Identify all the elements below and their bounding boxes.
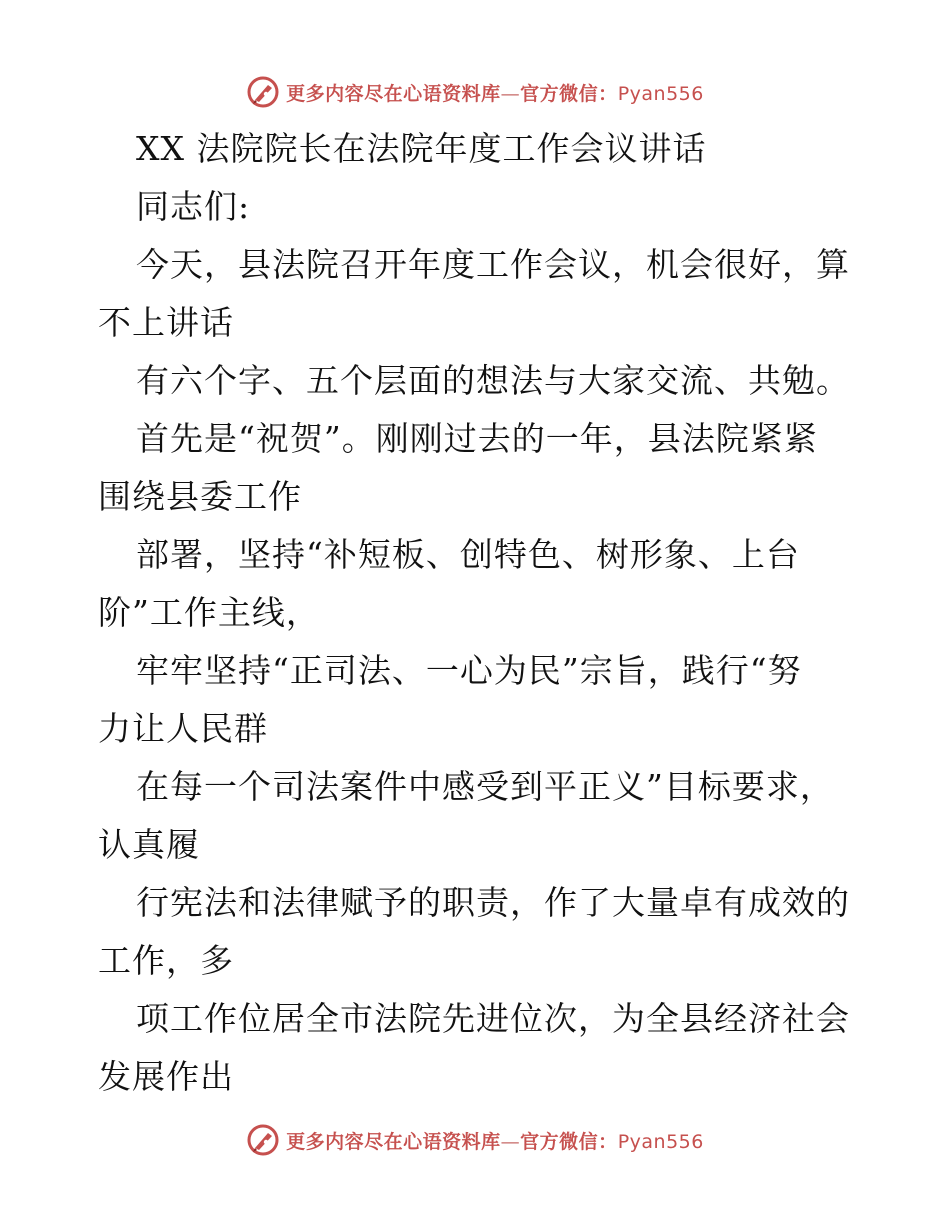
text-line: 在每一个司法案件中感受到平正义”目标要求， (136, 767, 834, 806)
text-line: 发展作出 (98, 1057, 234, 1096)
text-line: 围绕县委工作 (98, 477, 302, 516)
footer-watermark (0, 1118, 950, 1162)
document-title: XX 法院院长在法院年度工作会议讲话 (136, 129, 707, 168)
text-line: 有六个字、五个层面的想法与大家交流、共勉。 (136, 361, 850, 400)
text-line: 牢牢坚持“正司法、一心为民”宗旨，践行“努 (136, 651, 802, 690)
text-line: 今天，县法院召开年度工作会议，机会很好，算 (136, 245, 850, 284)
text-line: 认真履 (98, 825, 200, 864)
pen-logo-icon (246, 1123, 280, 1157)
text-line: 首先是“祝贺”。刚刚过去的一年，县法院紧紧 (136, 419, 818, 458)
salutation: 同志们: (136, 187, 251, 226)
text-line: 力让人民群 (98, 709, 268, 748)
watermark-text: 更多内容尽在心语资料库—官方微信：Pyan556 (286, 82, 704, 105)
header-watermark (0, 70, 950, 114)
document-body (98, 120, 858, 1106)
text-line: 阶”工作主线， (98, 593, 320, 632)
text-line: 工作，多 (98, 941, 234, 980)
pen-logo-icon (246, 75, 280, 109)
text-line: 行宪法和法律赋予的职责，作了大量卓有成效的 (136, 883, 850, 922)
watermark-text: 更多内容尽在心语资料库—官方微信：Pyan556 (286, 1130, 704, 1153)
text-line: 项工作位居全市法院先进位次，为全县经济社会 (136, 999, 850, 1038)
text-line: 不上讲话 (98, 303, 234, 342)
text-line: 部署，坚持“补短板、创特色、树形象、上台 (136, 535, 800, 574)
